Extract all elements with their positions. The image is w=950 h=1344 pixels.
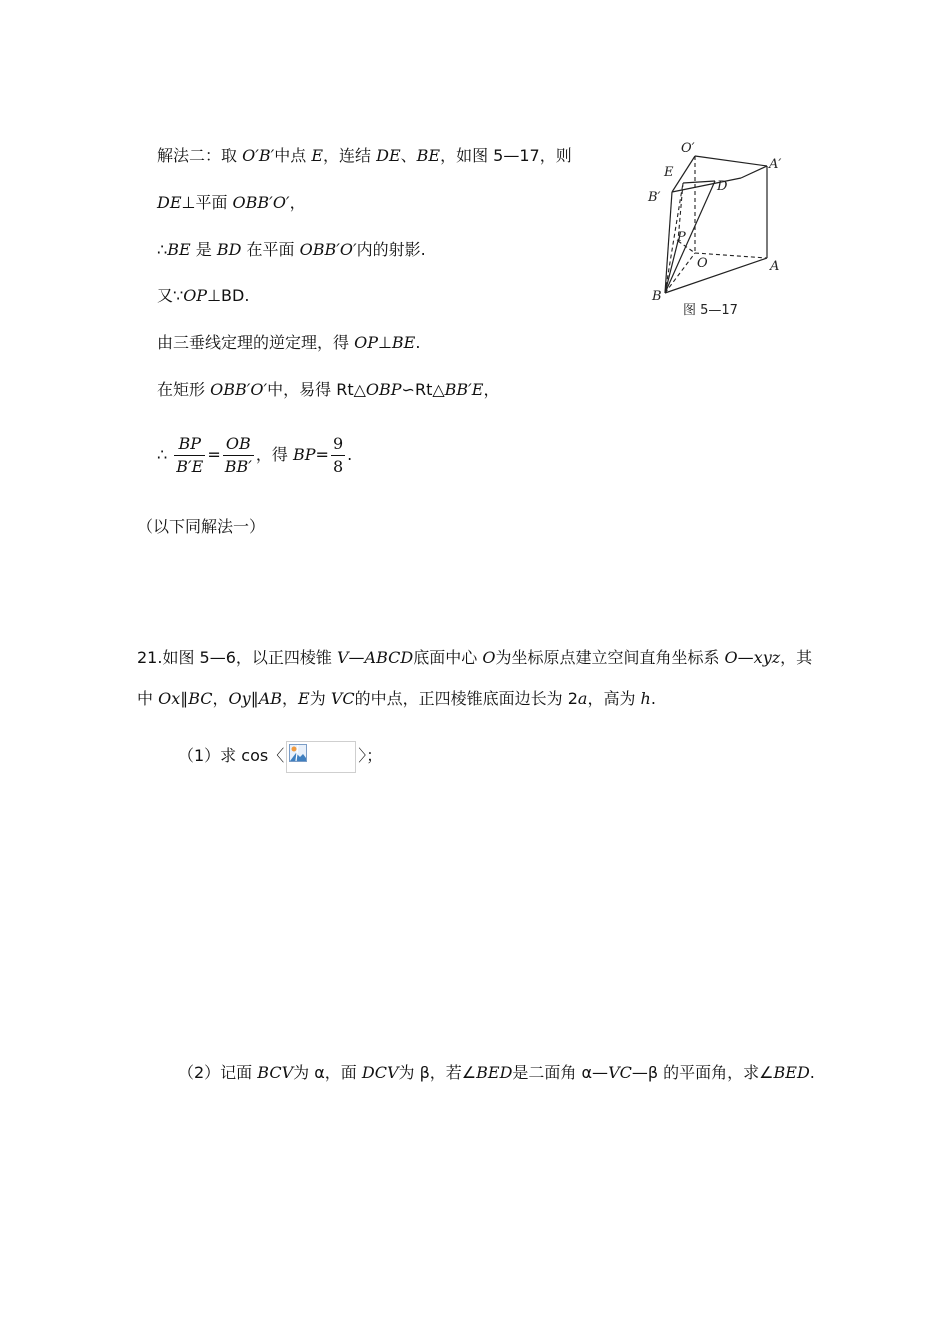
fraction-ob-over-bb bbox=[223, 433, 254, 478]
label-o-prime: O′ bbox=[681, 141, 695, 156]
figure-caption: 图 5—17 bbox=[683, 303, 738, 318]
text: 中，易得 Rt△ bbox=[267, 380, 366, 399]
numerator: 9 bbox=[331, 433, 345, 456]
math: OBB′O′ bbox=[210, 380, 268, 399]
math: ABCD bbox=[364, 648, 414, 667]
text: 为坐标原点建立空间直角坐标系 bbox=[495, 648, 725, 667]
text: 解法二：取 bbox=[157, 146, 243, 165]
text: 21.如图 5—6，以正四棱锥 bbox=[137, 648, 337, 667]
text: ，高为 bbox=[587, 689, 641, 708]
math: AB bbox=[258, 689, 283, 708]
solution-line-3 bbox=[157, 240, 426, 260]
solution-note: （以下同解法一） bbox=[137, 517, 266, 536]
label-b-prime: B′ bbox=[648, 190, 661, 205]
text: ， bbox=[212, 689, 229, 708]
math: O′B′ bbox=[242, 146, 275, 165]
solution-line-6 bbox=[157, 380, 500, 400]
text: ∴ bbox=[157, 240, 168, 259]
equals: = bbox=[315, 445, 329, 464]
text: ， bbox=[483, 380, 500, 399]
text: 底面中心 bbox=[413, 648, 483, 667]
equals: = bbox=[207, 445, 221, 464]
text: 为 bbox=[309, 689, 331, 708]
math: BED bbox=[773, 1063, 810, 1082]
math: BP bbox=[293, 445, 316, 464]
math: O bbox=[724, 648, 738, 667]
text: ，其 bbox=[780, 648, 813, 667]
math: Oy bbox=[228, 689, 251, 708]
label-p: P bbox=[677, 230, 686, 245]
math: BC bbox=[188, 689, 213, 708]
label-o: O bbox=[697, 256, 708, 271]
text: 是 bbox=[190, 240, 217, 259]
text: 为 α，面 bbox=[293, 1063, 362, 1082]
math: OP bbox=[183, 286, 208, 305]
text: . bbox=[415, 333, 421, 352]
label-a-prime: A′ bbox=[769, 157, 782, 172]
problem21-line-2 bbox=[137, 689, 656, 709]
text: ，得 bbox=[255, 445, 294, 464]
edge bbox=[665, 258, 767, 293]
math: BE bbox=[391, 333, 416, 352]
math: BE bbox=[416, 146, 441, 165]
math: BED bbox=[476, 1063, 513, 1082]
text: . bbox=[809, 1063, 815, 1082]
text: ∥ bbox=[250, 689, 259, 708]
fraction-bp-over-be bbox=[174, 433, 205, 478]
text: 在平面 bbox=[241, 240, 300, 259]
math: BD bbox=[216, 240, 242, 259]
solution-line-1 bbox=[157, 146, 572, 166]
label-d: D bbox=[717, 179, 728, 194]
text: . bbox=[347, 445, 353, 464]
math: Ox bbox=[158, 689, 181, 708]
math: VC bbox=[608, 1063, 632, 1082]
text: ∥ bbox=[180, 689, 189, 708]
solution-line-2 bbox=[157, 193, 306, 213]
problem21-q2 bbox=[178, 1063, 815, 1083]
math: O bbox=[482, 648, 496, 667]
edge bbox=[741, 166, 767, 178]
solution-line-7 bbox=[157, 431, 352, 479]
solution-line-4 bbox=[157, 286, 249, 306]
solution-line-5 bbox=[157, 333, 420, 353]
math: BB′E bbox=[444, 380, 484, 399]
text: 内的射影. bbox=[356, 240, 426, 259]
text: — bbox=[737, 648, 754, 667]
edge bbox=[695, 156, 767, 166]
numerator: OB bbox=[223, 433, 254, 456]
math: E bbox=[311, 146, 324, 165]
text: ， bbox=[282, 689, 299, 708]
label-b: B bbox=[652, 289, 662, 304]
text: ⊥BD. bbox=[207, 286, 250, 305]
figure-5-17 bbox=[644, 133, 794, 318]
broken-image-icon bbox=[289, 744, 307, 762]
math: OBB′O′ bbox=[232, 193, 290, 212]
math: BCV bbox=[257, 1063, 294, 1082]
text: —β 的平面角，求∠ bbox=[631, 1063, 774, 1082]
math: V bbox=[336, 648, 349, 667]
math: OBB′O′ bbox=[299, 240, 357, 259]
text: 中点 bbox=[274, 146, 312, 165]
text: . bbox=[650, 689, 656, 708]
broken-image-placeholder bbox=[286, 741, 356, 773]
text: 由三垂线定理的逆定理，得 bbox=[157, 333, 355, 352]
fraction-9-over-8 bbox=[331, 433, 345, 478]
therefore-symbol: ∴ bbox=[157, 445, 168, 464]
math: xyz bbox=[753, 648, 781, 667]
text: ∽Rt△ bbox=[401, 380, 445, 399]
text: ⊥平面 bbox=[181, 193, 233, 212]
problem21-line-1 bbox=[137, 648, 812, 668]
math: DE bbox=[376, 146, 401, 165]
text: 的中点，正四棱锥底面边长为 2 bbox=[354, 689, 578, 708]
label-e: E bbox=[664, 165, 674, 180]
text: （1）求 cos〈 bbox=[178, 746, 285, 765]
edge-ed bbox=[683, 181, 715, 183]
math: E bbox=[298, 689, 310, 708]
text: 、 bbox=[400, 146, 417, 165]
text: ，连结 bbox=[323, 146, 377, 165]
math: BE bbox=[167, 240, 191, 259]
text: ， bbox=[289, 193, 306, 212]
text: ⊥ bbox=[377, 333, 392, 352]
math: OP bbox=[354, 333, 378, 352]
edge bbox=[672, 156, 695, 192]
text: 〉； bbox=[358, 746, 383, 765]
text: 是二面角 α— bbox=[512, 1063, 609, 1082]
math: h bbox=[640, 689, 651, 708]
denominator: BB′ bbox=[224, 457, 252, 476]
math: OBP bbox=[365, 380, 402, 399]
edge-bd bbox=[665, 181, 715, 293]
problem21-q1 bbox=[178, 739, 382, 773]
denominator: 8 bbox=[332, 457, 344, 476]
math: a bbox=[577, 689, 588, 708]
math: VC bbox=[330, 689, 355, 708]
text: （2）记面 bbox=[178, 1063, 258, 1082]
text: 为 β，若∠ bbox=[398, 1063, 477, 1082]
text: 中 bbox=[137, 689, 159, 708]
math: DE bbox=[157, 193, 182, 212]
text: — bbox=[348, 648, 365, 667]
label-a: A bbox=[770, 259, 780, 274]
text: 又∵ bbox=[157, 286, 184, 305]
text: 在矩形 bbox=[157, 380, 211, 399]
denominator: B′E bbox=[176, 457, 204, 476]
text: ，如图 5—17，则 bbox=[440, 146, 572, 165]
numerator: BP bbox=[174, 433, 205, 456]
math: DCV bbox=[361, 1063, 399, 1082]
